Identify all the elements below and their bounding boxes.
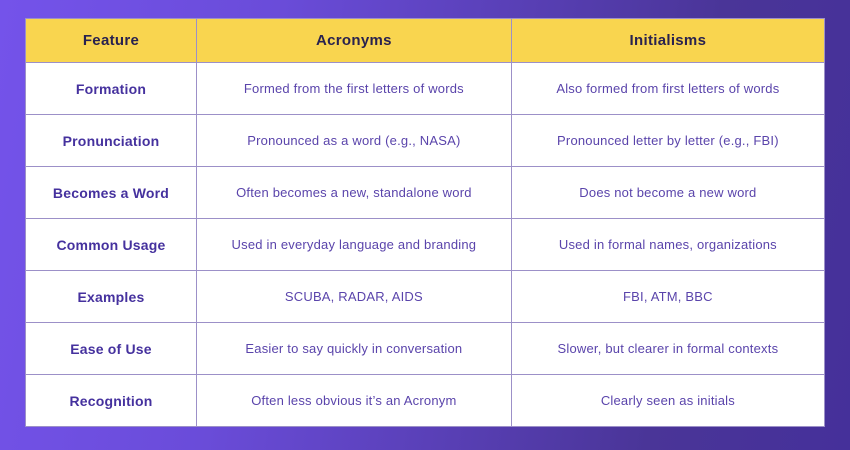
table-row-ease-of-use <box>26 323 825 375</box>
table-row-becomes-a-word <box>26 167 825 219</box>
acronyms-vs-initialisms-table <box>25 18 825 427</box>
acronyms-cell: Pronounced as a word (e.g., NASA) <box>196 115 511 167</box>
acronyms-cell: Easier to say quickly in conversation <box>196 323 511 375</box>
acronyms-cell: Often less obvious it’s an Acronym <box>196 375 511 427</box>
feature-label: Pronunciation <box>26 115 197 167</box>
column-header-feature: Feature <box>26 19 197 63</box>
acronyms-cell: SCUBA, RADAR, AIDS <box>196 271 511 323</box>
initialisms-cell: Used in formal names, organizations <box>511 219 824 271</box>
acronyms-cell: Often becomes a new, standalone word <box>196 167 511 219</box>
feature-label: Becomes a Word <box>26 167 197 219</box>
feature-label: Formation <box>26 63 197 115</box>
acronyms-cell: Formed from the first letters of words <box>196 63 511 115</box>
column-header-acronyms: Acronyms <box>196 19 511 63</box>
initialisms-cell: Pronounced letter by letter (e.g., FBI) <box>511 115 824 167</box>
feature-label: Recognition <box>26 375 197 427</box>
table-row-recognition <box>26 375 825 427</box>
initialisms-cell: Does not become a new word <box>511 167 824 219</box>
feature-label: Common Usage <box>26 219 197 271</box>
initialisms-cell: Also formed from first letters of words <box>511 63 824 115</box>
initialisms-cell: Slower, but clearer in formal contexts <box>511 323 824 375</box>
feature-label: Examples <box>26 271 197 323</box>
table-row-common-usage <box>26 219 825 271</box>
initialisms-cell: FBI, ATM, BBC <box>511 271 824 323</box>
table-row-examples <box>26 271 825 323</box>
table-row-formation <box>26 63 825 115</box>
initialisms-cell: Clearly seen as initials <box>511 375 824 427</box>
feature-label: Ease of Use <box>26 323 197 375</box>
table-row-pronunciation <box>26 115 825 167</box>
column-header-initialisms: Initialisms <box>511 19 824 63</box>
header-row <box>26 19 825 63</box>
acronyms-cell: Used in everyday language and branding <box>196 219 511 271</box>
